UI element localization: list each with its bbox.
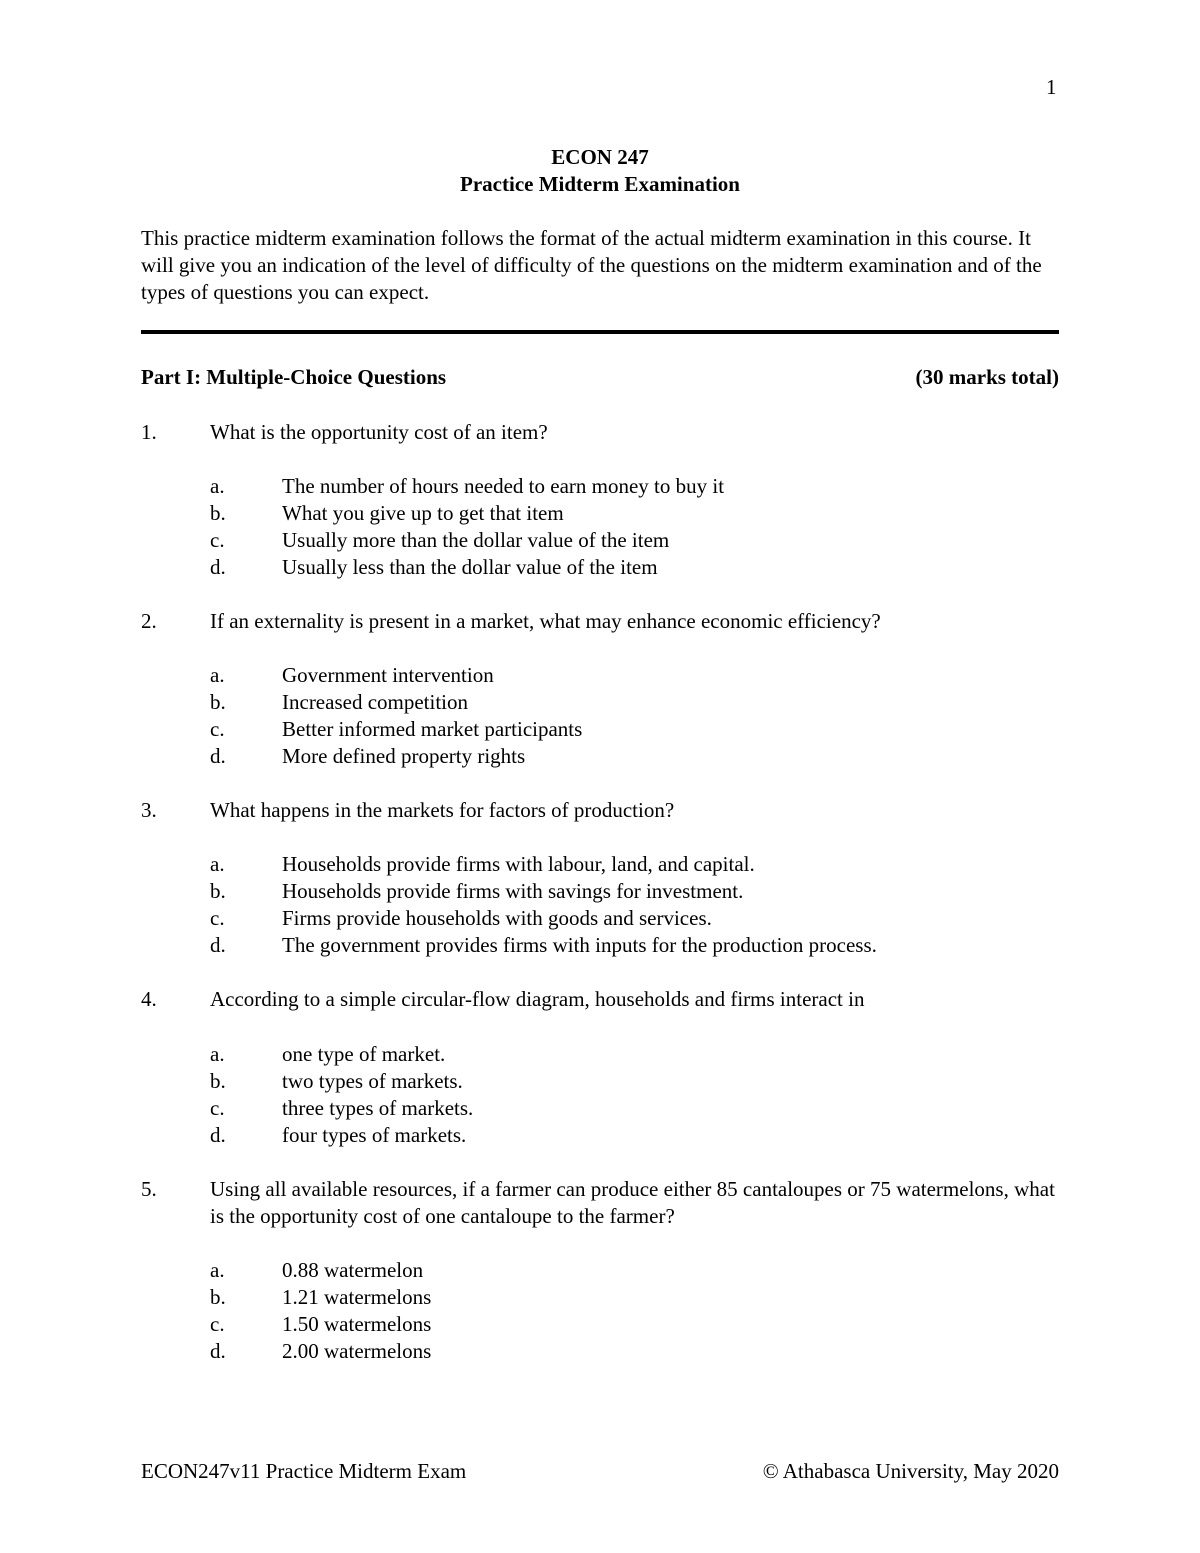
option-text: Households provide firms with savings for investment.: [282, 879, 744, 903]
option-letter: b.: [210, 690, 226, 714]
question-number: 4.: [141, 987, 157, 1011]
footer-course-code: ECON247v11 Practice Midterm Exam: [141, 1459, 467, 1483]
option-letter: a.: [210, 663, 225, 687]
question-number: 3.: [141, 798, 157, 822]
question-text: According to a simple circular-flow diagram, households and firms interact in: [210, 987, 865, 1011]
intro-paragraph: This practice midterm examination follows the format of the actual midterm examination in this course. It will give you an indication of the level of difficulty of the questions on the midterm examination and of the types of questions you can expect.: [141, 226, 1042, 304]
option-text: What you give up to get that item: [282, 501, 564, 525]
option-text: 1.21 watermelons: [282, 1285, 432, 1309]
option-letter: a.: [210, 1258, 225, 1282]
option-text: Households provide firms with labour, land, and capital.: [282, 852, 755, 876]
section-divider: [141, 330, 1059, 334]
option-text: 0.88 watermelon: [282, 1258, 424, 1282]
option-text: three types of markets.: [282, 1096, 474, 1120]
option-letter: a.: [210, 1042, 225, 1066]
question-text: If an externality is present in a market, what may enhance economic efficiency?: [210, 609, 881, 633]
question-number: 2.: [141, 609, 157, 633]
option-letter: c.: [210, 906, 225, 930]
option-text: The number of hours needed to earn money to buy it: [282, 474, 725, 498]
question-number: 1.: [141, 420, 157, 444]
part-title: Part I: Multiple-Choice Questions: [141, 365, 447, 389]
option-text: 2.00 watermelons: [282, 1339, 432, 1363]
option-text: Firms provide households with goods and services.: [282, 906, 712, 930]
option-letter: d.: [210, 933, 226, 957]
option-letter: d.: [210, 555, 226, 579]
option-letter: c.: [210, 528, 225, 552]
option-letter: b.: [210, 1285, 226, 1309]
option-text: two types of markets.: [282, 1069, 463, 1093]
option-letter: a.: [210, 852, 225, 876]
option-letter: c.: [210, 1312, 225, 1336]
footer-copyright: © Athabasca University, May 2020: [762, 1459, 1059, 1483]
option-text: The government provides firms with inputs for the production process.: [282, 933, 877, 957]
page-subtitle: Practice Midterm Examination: [460, 172, 740, 196]
option-text: Increased competition: [282, 690, 469, 714]
option-letter: d.: [210, 1339, 226, 1363]
option-letter: b.: [210, 1069, 226, 1093]
option-letter: c.: [210, 717, 225, 741]
option-letter: b.: [210, 879, 226, 903]
option-letter: a.: [210, 474, 225, 498]
option-text: one type of market.: [282, 1042, 446, 1066]
question-text: What is the opportunity cost of an item?: [210, 420, 548, 444]
question-text: What happens in the markets for factors of production?: [210, 798, 675, 822]
option-text: Better informed market participants: [282, 717, 583, 741]
question-number: 5.: [141, 1177, 157, 1201]
option-text: Usually less than the dollar value of the item: [282, 555, 658, 579]
option-text: four types of markets.: [282, 1123, 467, 1147]
page-number: 1: [1046, 75, 1057, 99]
question-text: Using all available resources, if a farmer can produce either 85 cantaloupes or 75 watermelons, what is the opportunity cost of one cantaloupe to the farmer?: [210, 1177, 1055, 1228]
part-marks: (30 marks total): [915, 365, 1059, 389]
option-text: Usually more than the dollar value of the item: [282, 528, 670, 552]
option-letter: b.: [210, 501, 226, 525]
option-letter: d.: [210, 1123, 226, 1147]
option-text: 1.50 watermelons: [282, 1312, 432, 1336]
option-letter: d.: [210, 744, 226, 768]
option-text: Government intervention: [282, 663, 494, 687]
page-title: ECON 247: [551, 145, 649, 169]
option-letter: c.: [210, 1096, 225, 1120]
option-text: More defined property rights: [282, 744, 526, 768]
